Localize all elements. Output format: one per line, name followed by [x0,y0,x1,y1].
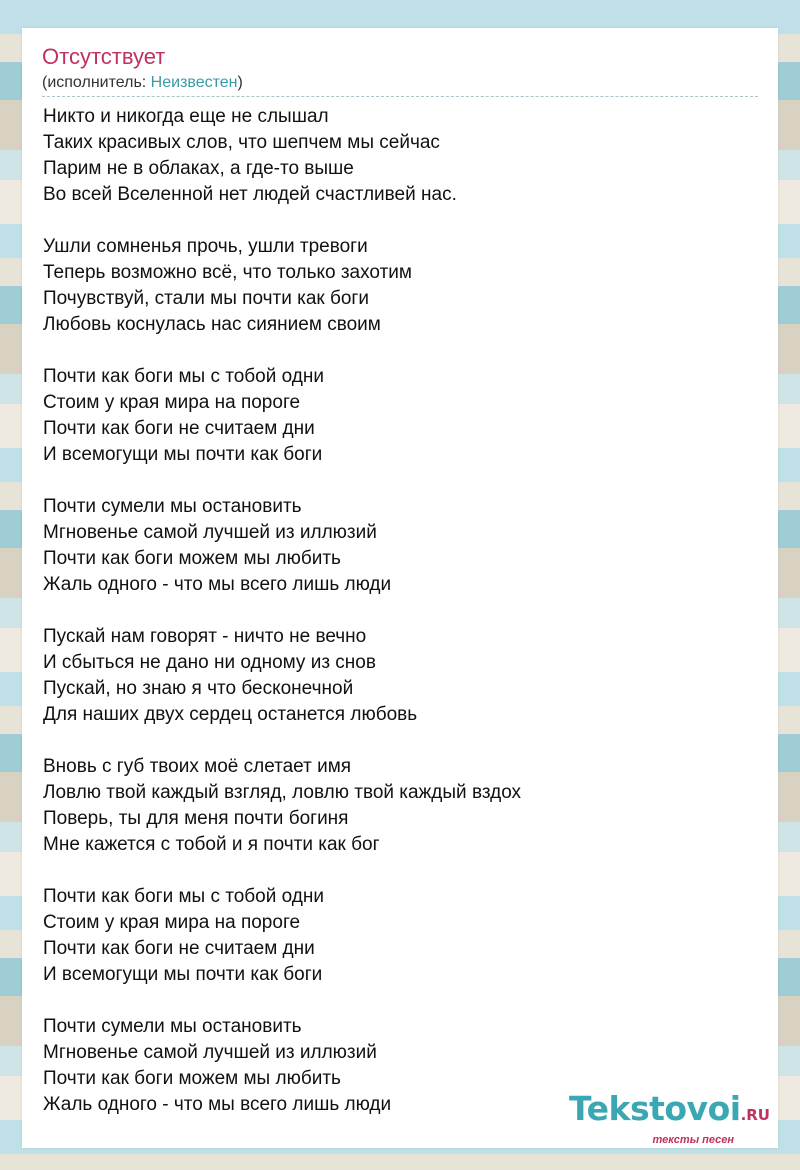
lyric-line: Парим не в облаках, а где-то выше [43,158,354,179]
lyric-line: Почти как боги не считаем дни [43,418,315,439]
lyric-line: Для наших двух сердец останется любовь [43,704,418,725]
logo-wordmark [550,1090,770,1134]
artist-prefix: (исполнитель: [42,74,151,91]
lyric-line: Почувствуй, стали мы почти как боги [43,288,369,309]
site-logo[interactable] [550,1090,770,1146]
lyric-line: И сбыться не дано ни одному из снов [43,652,376,673]
lyric-line: И всемогущи мы почти как боги [43,964,323,985]
lyric-line: Почти как боги мы с тобой одни [43,886,324,907]
lyric-line: Жаль одного - что мы всего лишь люди [43,1094,392,1115]
lyric-line: Ушли сомненья прочь, ушли тревоги [43,236,368,257]
stanza-5 [43,624,758,728]
logo-tagline: тексты песен [652,1134,734,1146]
stanza-1 [43,104,758,208]
lyric-line: Пускай нам говорят - ничто не вечно [43,626,367,647]
lyrics-body [43,104,758,1118]
artist-line [42,72,758,97]
lyric-line: Стоим у края мира на пороге [43,392,301,413]
lyric-line: Вновь с губ твоих моё слетает имя [43,756,352,777]
artist-link[interactable]: Неизвестен [150,74,238,91]
lyric-line: Жаль одного - что мы всего лишь люди [43,574,392,595]
lyric-line: Любовь коснулась нас сиянием своим [43,314,381,335]
lyric-line: Теперь возможно всё, что только захотим [43,262,412,283]
lyric-line: Почти как боги можем мы любить [43,548,341,569]
lyric-line: Почти как боги не считаем дни [43,938,315,959]
stanza-3 [43,364,758,468]
lyric-line: Почти сумели мы остановить [43,496,302,517]
stanza-4 [43,494,758,598]
stanza-2 [43,234,758,338]
stanza-6 [43,754,758,858]
stanza-7 [43,884,758,988]
lyric-line: Стоим у края мира на пороге [43,912,301,933]
lyric-line: Во всей Вселенной нет людей счастливей нас. [43,184,457,205]
lyric-line: Мгновенье самой лучшей из иллюзий [43,1042,377,1063]
lyric-line: Никто и никогда еще не слышал [43,106,329,127]
logo-tld: .RU [740,1106,770,1124]
song-header [42,42,758,97]
logo-name: Tekstovoi [569,1089,741,1128]
artist-suffix: ) [237,74,243,91]
lyric-line: Почти как боги мы с тобой одни [43,366,324,387]
lyric-line: Почти сумели мы остановить [43,1016,302,1037]
lyric-line: Таких красивых слов, что шепчем мы сейчас [43,132,440,153]
lyric-line: И всемогущи мы почти как боги [43,444,323,465]
lyric-line: Мгновенье самой лучшей из иллюзий [43,522,377,543]
lyrics-card [22,28,778,1148]
song-title: Отсутствует [42,44,166,69]
lyric-line: Поверь, ты для меня почти богиня [43,808,349,829]
lyric-line: Почти как боги можем мы любить [43,1068,341,1089]
lyric-line: Ловлю твой каждый взгляд, ловлю твой каждый вздох [43,782,522,803]
lyric-line: Мне кажется с тобой и я почти как бог [43,834,380,855]
lyric-line: Пускай, но знаю я что бесконечной [43,678,354,699]
